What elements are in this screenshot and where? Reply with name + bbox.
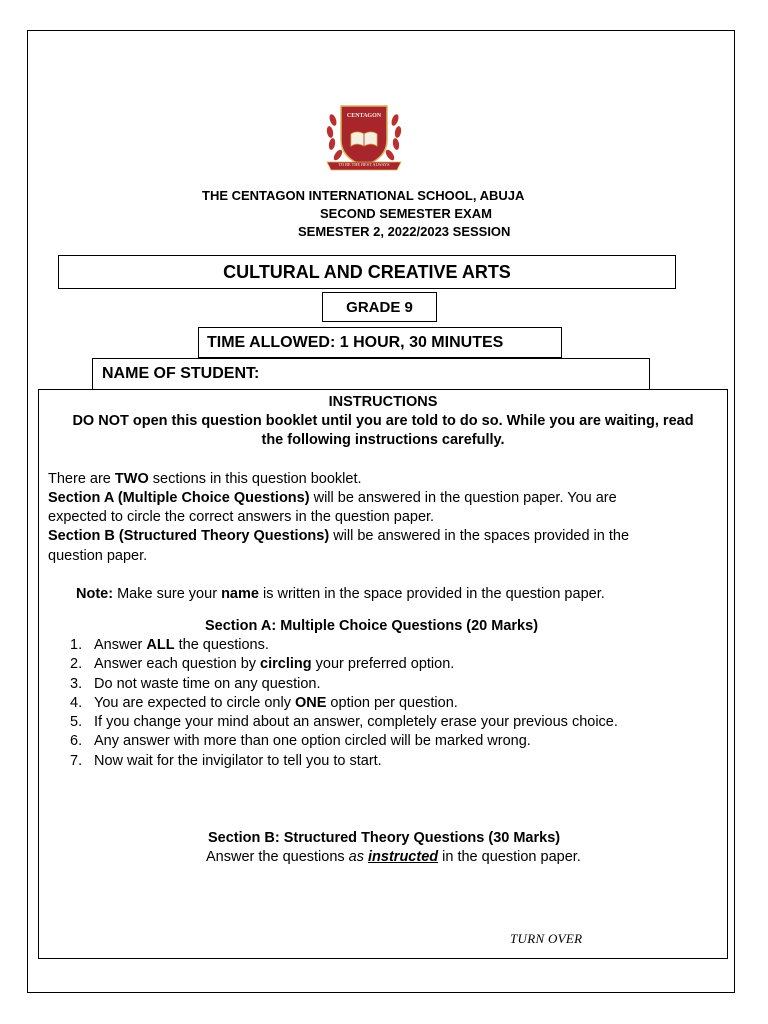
section-a-instructions-list [70, 636, 618, 771]
crest-motto: TO BE THE BEST ALWAYS [338, 162, 390, 167]
list-item-text-rest: option per question. [326, 694, 458, 711]
section-b-instruction-a: Answer the questions [206, 849, 349, 865]
subject-title: CULTURAL AND CREATIVE ARTS [58, 255, 676, 289]
school-name: THE CENTAGON INTERNATIONAL SCHOOL, ABUJA [202, 188, 525, 203]
list-item-number: 3. [70, 675, 83, 692]
list-item-text: If you change your mind about an answer, completely erase your previous choice. [94, 714, 618, 731]
list-item-emphasis: ALL [146, 637, 175, 653]
instructions-warning-line1: DO NOT open this question booklet until you are told to do so. While you are waiting, read [72, 413, 694, 429]
sections-count-text [48, 471, 362, 487]
section-a-description-line2: expected to circle the correct answers in the question paper. [48, 509, 435, 525]
section-b-description-line1 [48, 528, 629, 544]
crest-text: CENTAGON [346, 113, 382, 119]
list-item-number: 7. [70, 752, 83, 769]
turn-over-label: TURN OVER [510, 931, 583, 946]
section-b-label: Section B (Structured Theory Questions) [48, 528, 330, 544]
exam-title: SECOND SEMESTER EXAM [320, 206, 492, 221]
list-item-text: You are expected to circle only [94, 694, 295, 711]
list-item-emphasis: circling [260, 656, 312, 673]
list-item [70, 713, 618, 732]
section-b-instruction-instructed: instructed [368, 849, 439, 865]
section-b-heading: Section B: Structured Theory Questions (30 Marks) [208, 830, 561, 846]
section-a-heading: Section A: Multiple Choice Questions (20 Marks) [205, 618, 539, 634]
list-item [70, 732, 618, 751]
list-item-text: Now wait for the invigilator to tell you to start. [94, 752, 382, 769]
list-item-emphasis: ONE [294, 694, 327, 711]
sections-count-text-c: sections in this question booklet. [148, 471, 362, 487]
section-b-instruction-d: in the question paper. [438, 849, 581, 865]
sections-count-text-a: There are [48, 471, 115, 487]
section-a-description-line1 [48, 490, 617, 506]
list-item [70, 636, 618, 655]
list-item-text: Do not waste time on any question. [94, 675, 321, 692]
time-allowed: TIME ALLOWED: 1 HOUR, 30 MINUTES [198, 327, 562, 358]
list-item-text: Any answer with more than one option circled will be marked wrong. [94, 733, 531, 750]
list-item-text: Answer [94, 637, 147, 653]
section-a-description-rest: will be answered in the question paper. You are [309, 490, 617, 506]
grade-label: GRADE 9 [322, 292, 437, 322]
list-item [70, 694, 618, 713]
student-name-label: NAME OF STUDENT: [102, 365, 260, 382]
list-item-number: 6. [70, 733, 83, 750]
session-title: SEMESTER 2, 2022/2023 SESSION [298, 224, 511, 239]
student-name-field[interactable] [92, 358, 650, 390]
list-item-text-rest: the questions. [174, 637, 269, 653]
note-text [76, 586, 605, 602]
list-item [70, 752, 618, 771]
note-label: Note: [76, 586, 114, 602]
instructions-warning-line2: the following instructions carefully. [261, 432, 505, 448]
list-item-number: 2. [70, 656, 83, 673]
list-item [70, 675, 618, 694]
list-item-text: Answer each question by [94, 656, 261, 673]
note-name-word: name [221, 586, 259, 602]
sections-count-number: TWO [114, 471, 149, 487]
section-b-description-rest: will be answered in the spaces provided in the [329, 528, 630, 544]
list-item-number: 4. [70, 694, 83, 711]
instructions-heading: INSTRUCTIONS [328, 394, 438, 410]
list-item-number: 1. [70, 637, 83, 653]
section-b-instruction [206, 849, 581, 865]
section-b-description-line2: question paper. [48, 548, 148, 564]
section-a-label: Section A (Multiple Choice Questions) [48, 490, 310, 506]
list-item-number: 5. [70, 714, 83, 731]
note-text-c: is written in the space provided in the question paper. [258, 586, 605, 602]
note-text-a: Make sure your [113, 586, 222, 602]
list-item-text-rest: your preferred option. [311, 656, 455, 673]
section-b-instruction-as: as [348, 849, 364, 865]
list-item [70, 655, 618, 674]
